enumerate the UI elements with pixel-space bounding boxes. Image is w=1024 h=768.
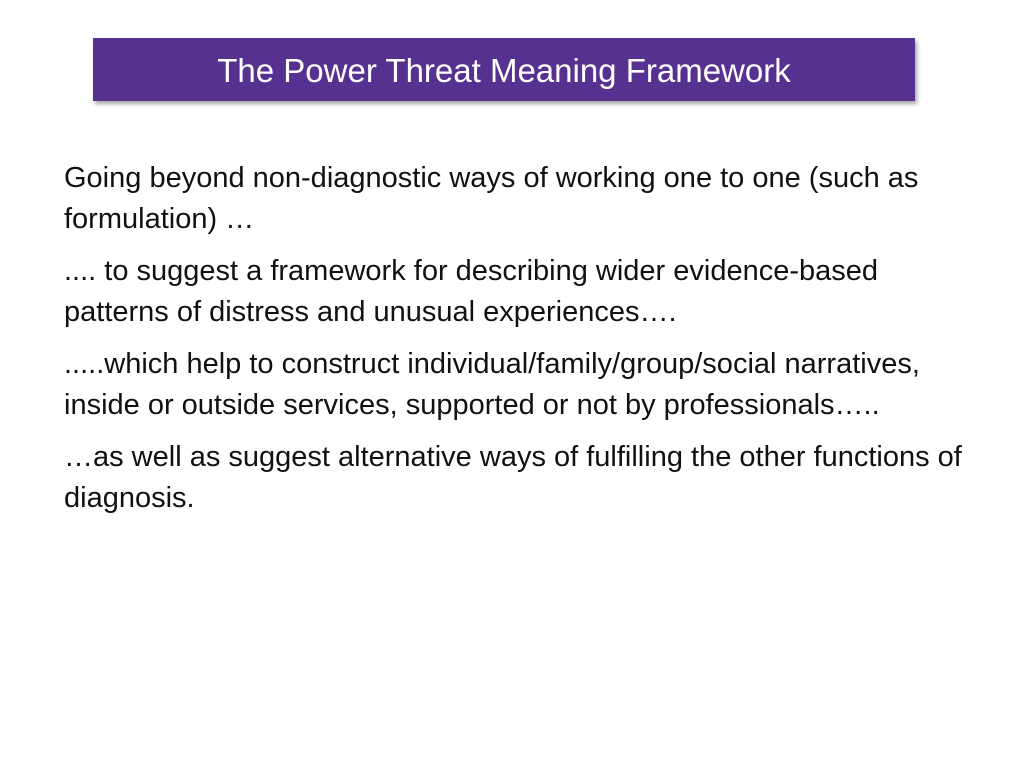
slide-title: The Power Threat Meaning Framework	[217, 52, 791, 89]
slide-body	[64, 158, 964, 530]
paragraph-2: .... to suggest a framework for describing wider evidence-based patterns of distress and unusual experiences….	[64, 255, 879, 328]
paragraph-1: Going beyond non-diagnostic ways of working one to one (such as formulation) …	[64, 162, 919, 235]
paragraph-3: .....which help to construct individual/family/group/social narratives, inside or outside services, supported or not by professionals…..	[64, 348, 920, 421]
title-banner	[93, 38, 915, 101]
paragraph-4: …as well as suggest alternative ways of fulfilling the other functions of diagnosis.	[64, 441, 962, 514]
